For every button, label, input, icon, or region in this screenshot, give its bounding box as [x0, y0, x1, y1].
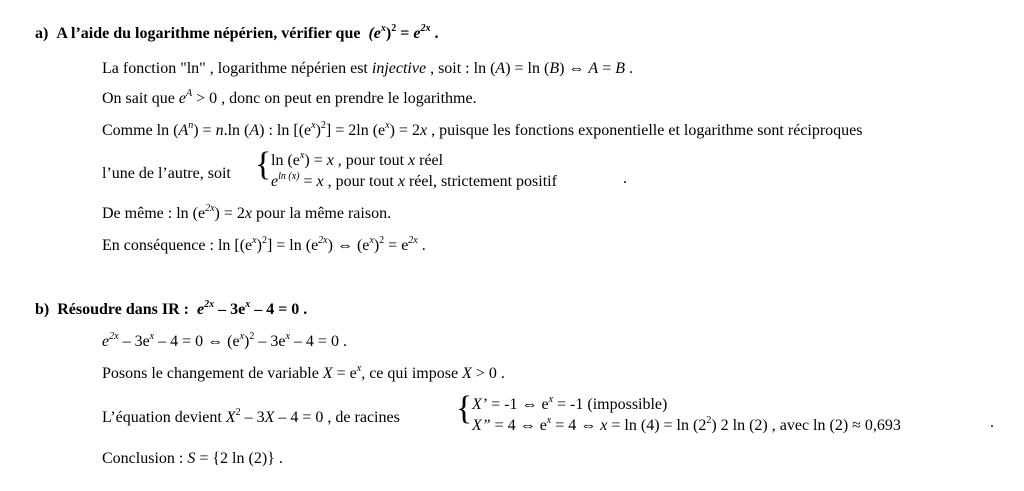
left-brace-icon: { — [255, 146, 272, 183]
heading-lhs: $(e^x)^2$ — [368, 23, 397, 42]
system-roots — [456, 390, 1016, 436]
left-brace-icon: { — [456, 390, 473, 427]
part-a-line-4-intro: l’une de l’autre, soit — [102, 165, 231, 182]
part-b-title: Résoudre dans IR : — [57, 301, 189, 318]
heading-rhs: $e^{2x}$ — [413, 23, 431, 42]
system-log-exp — [255, 146, 655, 192]
part-a-line-5: De même : $\ln (e^{2x}) = 2x$ pour la même raison. — [102, 203, 392, 222]
part-a-heading: a) A l’aide du logarithme népérien, vérifier que $(e^x)^2 = e^{2x}$ . — [35, 23, 439, 42]
part-a-line-1: La fonction "ln" , logarithme népérien est injective , soit : ln (A) = ln (B) ⇔ A = B . — [102, 60, 634, 77]
system-roots-row-2: X” = 4 ⇔ $e^x = 4$ ⇔ $x = \ln (4) = \ln (2^2)$ 2 ln (2) , avec ln (2) ≈ 0,693 — [472, 415, 901, 434]
part-a-line-3: Comme $\ln (A^n) = n.\ln$ (A) : $\ln [(e^x)^2] = 2\ln$ $(e^x) = 2x$ , puisque les fonctions exponentielle et logarithme sont réciproques — [102, 120, 863, 139]
system-end-dot: . — [623, 170, 627, 187]
injective-term: injective — [371, 60, 427, 77]
part-b-heading: b) Résoudre dans IR : $e^{2x} - 3e^x - 4 = 0$ . — [35, 299, 308, 318]
part-a-label: a) — [35, 25, 49, 42]
part-b-line-2: Posons le changement de variable $X = e^x$, ce qui impose X > 0 . — [102, 363, 505, 382]
part-b-label: b) — [35, 301, 50, 318]
system-roots-row-1: X’ = -1 ⇔ $e^x = -1$ (impossible) — [472, 394, 668, 413]
part-a-title: A l’aide du logarithme népérien, vérifier que — [56, 25, 361, 42]
part-b-line-3-intro: L’équation devient $X^2 - 3X - 4 = 0$ , de racines — [102, 407, 400, 426]
part-a-line-6: En conséquence : $\ln [(e^x)^2] = \ln (e^{2x})$ ⇔ $(e^x)^2 = e^{2x}$ . — [102, 235, 426, 254]
part-b-conclusion: Conclusion : S = {2 ln (2)} . — [102, 450, 283, 467]
system-row-1: $\ln (e^x) = x$ , pour tout x réel — [271, 150, 444, 169]
system-row-2: $e^{ln (x)} = x$ , pour tout x réel, strictement positif — [271, 171, 557, 190]
system-roots-end-dot: . — [990, 414, 994, 431]
part-a-line-2: On sait que $e^A > 0$ , donc on peut en prendre le logarithme. — [102, 88, 477, 107]
part-b-line-1: $e^{2x} - 3e^x - 4 = 0$ ⇔ $(e^x)^2 - 3e^x - 4 = 0$ . — [102, 331, 347, 350]
